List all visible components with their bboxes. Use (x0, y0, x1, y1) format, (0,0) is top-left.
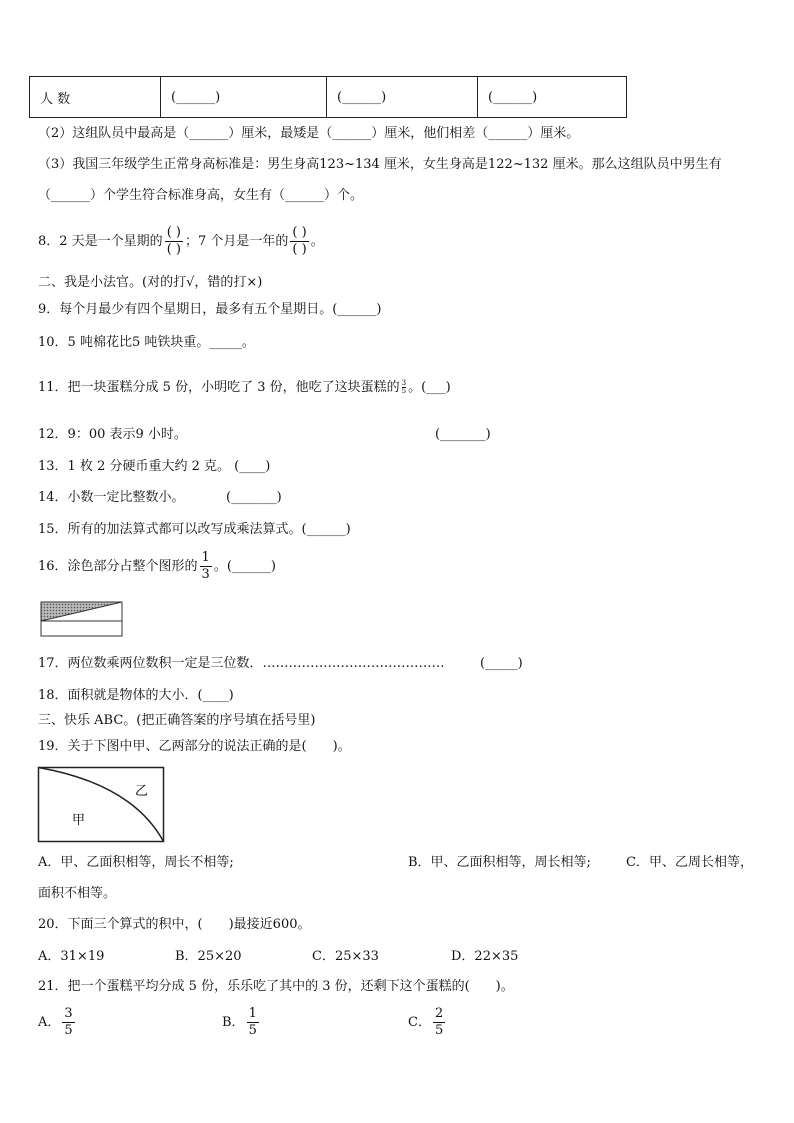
option-c[interactable]: C．甲、乙周长相等， (626, 855, 753, 870)
question-12: 12．9：00 表示9 小时。 (38, 427, 187, 442)
question-11 (38, 380, 451, 396)
option-b[interactable] (222, 1005, 261, 1041)
fraction: $\frac{2}{5}$ (434, 1006, 444, 1038)
option-c-continued: 面积不相等。 (38, 886, 117, 901)
question-11-text-b: 。(___) (408, 380, 451, 395)
answer-blank[interactable]: (_____) (480, 656, 523, 671)
option-label: C． (408, 1015, 431, 1030)
question-10: 10．5 吨棉花比5 吨铁块重。_____。 (38, 335, 255, 350)
fraction: $\frac{1}{3}$ (201, 550, 210, 582)
question-20: 20．下面三个算式的积中，( )最接近600。 (38, 917, 311, 932)
table-cell-blank[interactable]: (______) (161, 77, 327, 118)
table-row (30, 77, 627, 118)
question-21: 21．把一个蛋糕平均分成 5 份，乐乐吃了其中的 3 份，还剩下这个蛋糕的( )。 (38, 979, 514, 994)
question-9: 9．每个月最少有四个星期日，最多有五个星期日。(______) (38, 302, 382, 317)
question-17: 17．两位数乘两位数积一定是三位数．…………………………………… (38, 656, 445, 671)
question-8-text-c: 。 (310, 234, 324, 249)
shaded-rectangle-figure (40, 600, 124, 638)
table-cell-blank[interactable]: (______) (478, 77, 627, 118)
option-a[interactable]: A．甲、乙面积相等，周长不相等; (38, 855, 234, 870)
fraction: $\frac{3}{5}$ (64, 1006, 73, 1038)
question-8-text-b: ；7 个月是一年的 (184, 234, 289, 249)
question-7-part-3-line-1: （3）我国三年级学生正常身高标准是：男生身高123~134 厘米，女生身高是122~132 厘米。那么这组队员中男生有 (38, 157, 722, 172)
answer-blank[interactable]: (_______) (435, 427, 491, 442)
option-c[interactable]: C．25×33 (312, 949, 379, 964)
section-3-heading: 三、快乐 ABC。(把正确答案的序号填在括号里) (38, 713, 316, 728)
region-figure (37, 766, 167, 844)
option-a[interactable]: A．31×19 (38, 949, 105, 964)
option-c[interactable] (408, 1005, 447, 1041)
question-15: 15．所有的加法算式都可以改写成乘法算式。(______) (38, 522, 351, 537)
question-7-part-2: （2）这组队员中最高是（______）厘米，最矮是（______）厘米，他们相差（______）厘米。 (38, 126, 580, 141)
question-7-part-3-line-2: （______）个学生符合标准身高，女生有（______）个。 (38, 188, 364, 203)
question-11-text-a: 11．把一块蛋糕分成 5 份，小明吃了 3 份，他吃了这块蛋糕的 (38, 380, 400, 395)
option-label: B． (222, 1015, 245, 1030)
question-16-text-a: 16．涂色部分占整个图形的 (38, 559, 198, 574)
option-d[interactable]: D．22×35 (451, 949, 519, 964)
section-2-heading: 二、我是小法官。(对的打√，错的打×) (38, 275, 263, 290)
option-b[interactable]: B．甲、乙面积相等，周长相等; (408, 855, 591, 870)
question-8 (38, 222, 324, 262)
question-13: 13．1 枚 2 分硬币重大约 2 克。 (____) (38, 459, 271, 474)
fraction-blank[interactable]: $\frac{( )}{( )}$ (166, 225, 181, 257)
fraction: $\frac{3}{5}$ (401, 379, 407, 395)
option-label: A． (38, 1015, 61, 1030)
label-yi: 乙 (135, 784, 149, 799)
question-16 (38, 549, 276, 585)
option-b[interactable]: B．25×20 (175, 949, 242, 964)
answer-blank[interactable]: (_______) (226, 490, 282, 505)
table-cell-blank[interactable]: (______) (327, 77, 478, 118)
question-8-text-a: 8．2 天是一个星期的 (38, 234, 163, 249)
table-row-label: 人 数 (30, 77, 161, 118)
question-16-text-b: 。(______) (213, 559, 276, 574)
fraction: $\frac{1}{5}$ (248, 1006, 257, 1038)
data-table (29, 76, 627, 118)
question-14: 14．小数一定比整数小。 (38, 490, 185, 505)
question-18: 18．面积就是物体的大小．(____) (38, 688, 234, 703)
question-19: 19．关于下图中甲、乙两部分的说法正确的是( )。 (38, 739, 351, 754)
option-a[interactable] (38, 1005, 77, 1041)
fraction-blank[interactable]: $\frac{( )}{( )}$ (292, 225, 307, 257)
label-jia: 甲 (72, 813, 86, 828)
